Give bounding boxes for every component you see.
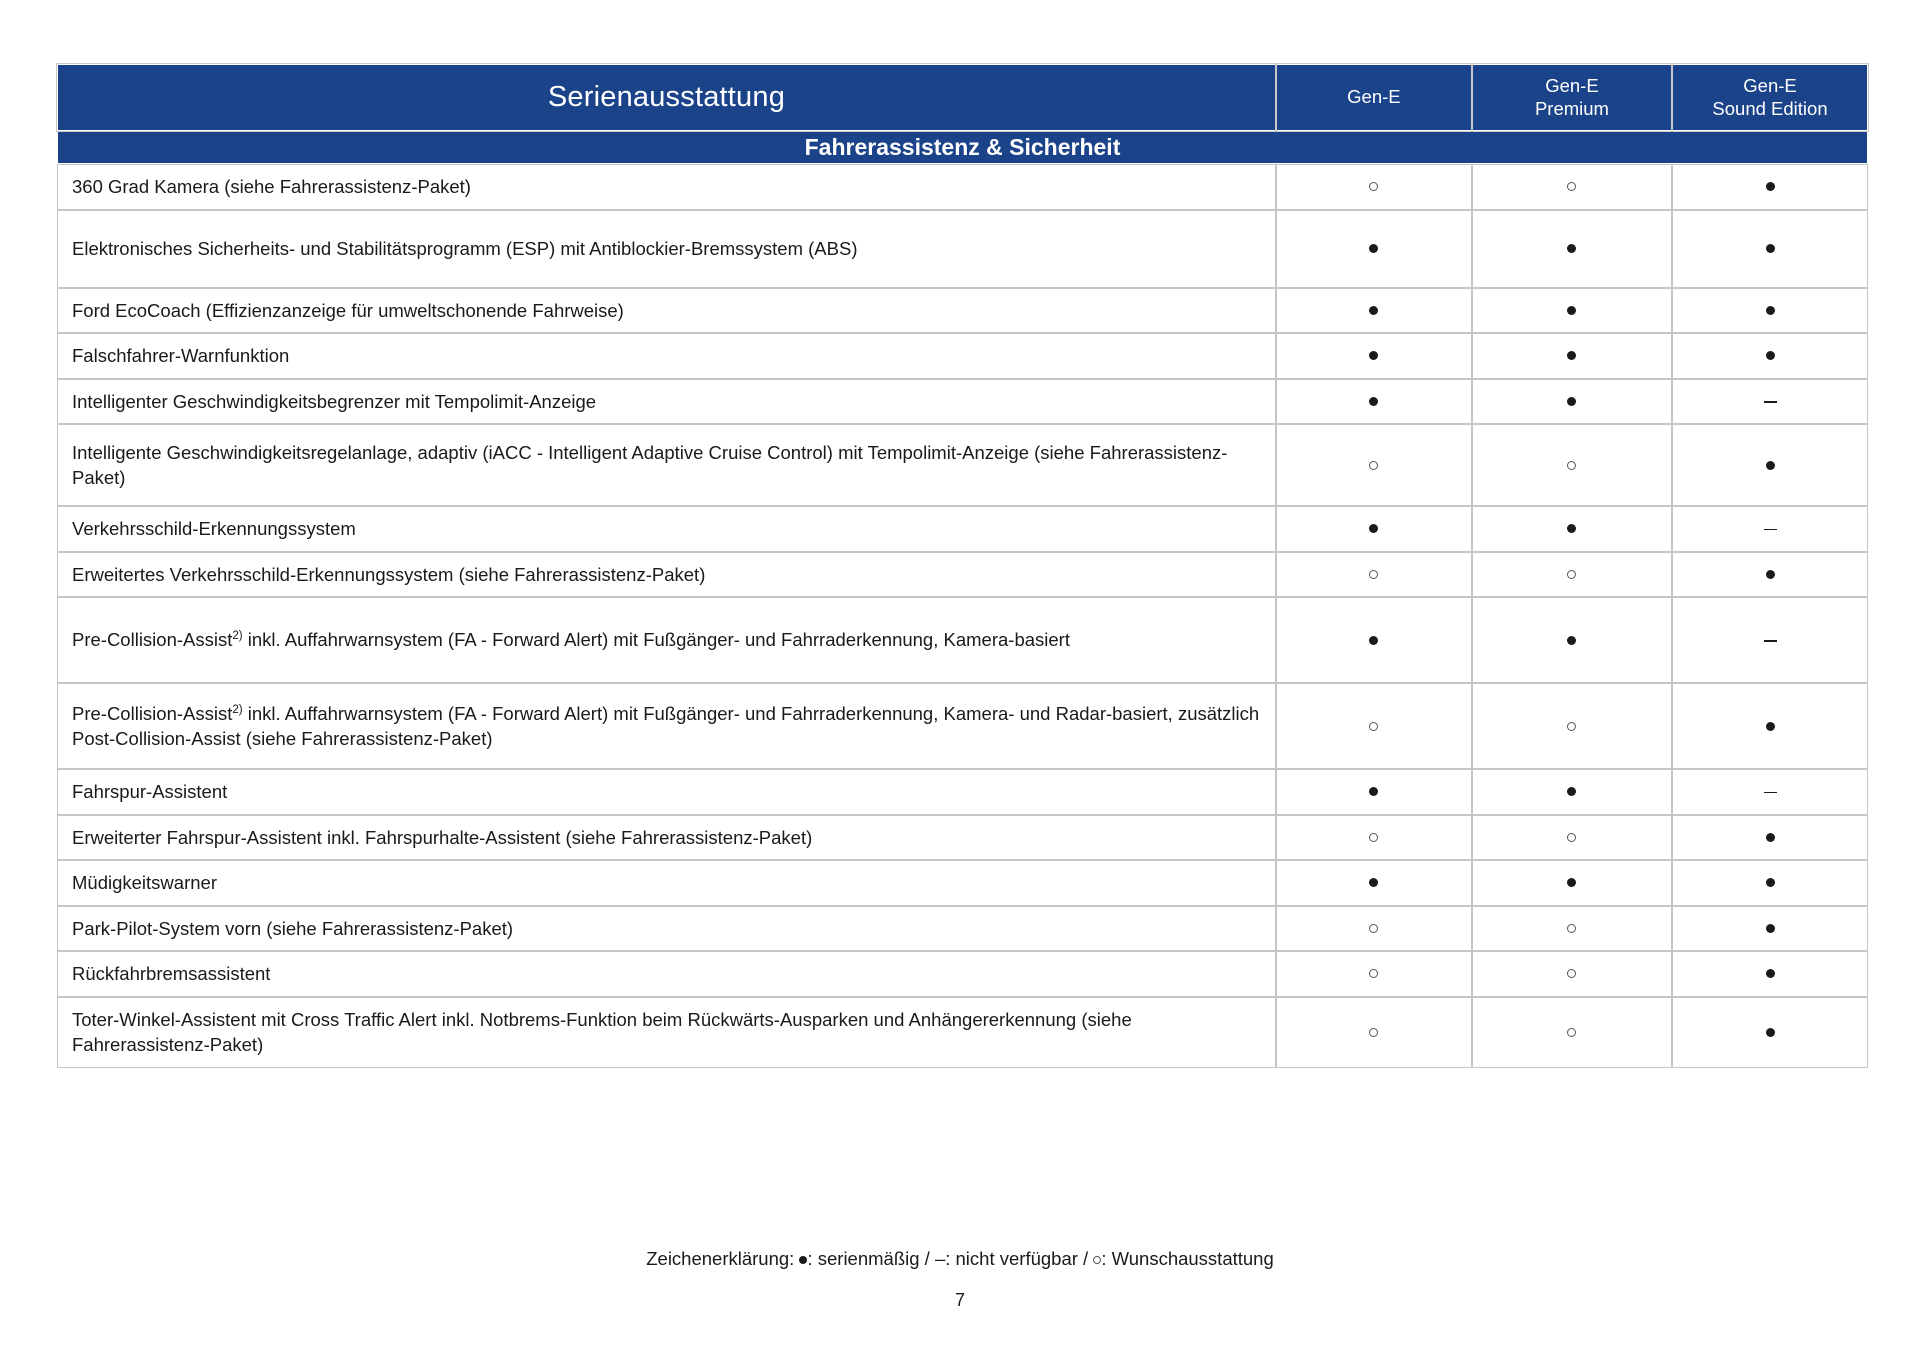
- filled-circle-icon: [1766, 833, 1775, 842]
- legend: [0, 1248, 1920, 1270]
- section-header-row: [57, 131, 1868, 164]
- table-row: [57, 379, 1868, 425]
- filled-circle-icon: [1567, 244, 1576, 253]
- filled-circle-icon: [1766, 351, 1775, 360]
- filled-circle-icon: [1369, 878, 1378, 887]
- table-row: [57, 506, 1868, 552]
- legend-prefix: Zeichenerklärung:: [646, 1248, 800, 1269]
- legend-serial-text: : serienmäßig / –: nicht verfügbar /: [807, 1248, 1094, 1269]
- availability-cell: [1276, 288, 1472, 334]
- availability-cell: [1472, 506, 1672, 552]
- availability-cell: [1672, 815, 1868, 861]
- table-row: [57, 906, 1868, 952]
- feature-label: Pre-Collision-Assist$^{2)}$ inkl. Auffahrwarnsystem (FA - Forward Alert) mit Fußgänger- und Fahrraderkennung, Kamera-basiert: [57, 597, 1276, 683]
- filled-circle-icon: [1766, 244, 1775, 253]
- availability-cell: [1672, 906, 1868, 952]
- availability-cell: [1472, 379, 1672, 425]
- feature-label: Falschfahrer-Warnfunktion: [57, 333, 1276, 379]
- filled-circle-icon: [1766, 306, 1775, 315]
- header-row: [57, 64, 1868, 131]
- hollow-circle-icon: [1369, 969, 1378, 978]
- footnote-marker: 2): [232, 703, 243, 716]
- filled-circle-icon: [1766, 182, 1775, 191]
- feature-label: Intelligenter Geschwindigkeitsbegrenzer mit Tempolimit-Anzeige: [57, 379, 1276, 425]
- variant-label-line1: Gen-E: [1743, 74, 1797, 96]
- filled-circle-icon: [1766, 461, 1775, 470]
- table-body: [57, 131, 1868, 1068]
- availability-cell: [1672, 769, 1868, 815]
- availability-cell: [1672, 597, 1868, 683]
- filled-circle-icon: [1369, 244, 1378, 253]
- filled-circle-icon: [1567, 787, 1576, 796]
- availability-cell: [1276, 552, 1472, 598]
- dash-icon: [1764, 529, 1777, 531]
- feature-label: 360 Grad Kamera (siehe Fahrerassistenz-Paket): [57, 164, 1276, 210]
- filled-circle-icon: [1567, 306, 1576, 315]
- variant-label-line1: Gen-E: [1545, 74, 1599, 96]
- filled-circle-icon: [1369, 524, 1378, 533]
- availability-cell: [1472, 288, 1672, 334]
- hollow-circle-icon: [1369, 833, 1378, 842]
- filled-circle-icon: [1766, 722, 1775, 731]
- availability-cell: [1276, 951, 1472, 997]
- feature-label: Intelligente Geschwindigkeitsregelanlage, adaptiv (iACC - Intelligent Adaptive Cruise Control) mit Tempolimit-Anzeige (siehe Fahrerassistenz-Paket): [57, 424, 1276, 506]
- section-title: Fahrerassistenz & Sicherheit: [57, 131, 1868, 164]
- dash-icon: [1764, 792, 1777, 794]
- availability-cell: [1472, 906, 1672, 952]
- feature-label: Elektronisches Sicherheits- und Stabilitätsprogramm (ESP) mit Antiblockier-Bremssystem (ABS): [57, 210, 1276, 288]
- availability-cell: [1672, 683, 1868, 769]
- table-row: [57, 951, 1868, 997]
- table-row: [57, 997, 1868, 1068]
- availability-cell: [1276, 333, 1472, 379]
- filled-circle-icon: [1766, 969, 1775, 978]
- availability-cell: [1672, 860, 1868, 906]
- filled-circle-icon: [1369, 397, 1378, 406]
- column-header-gen-e-sound-edition: [1672, 64, 1868, 131]
- filled-circle-icon: [1766, 1028, 1775, 1037]
- variant-label-line1: Gen-E: [1347, 86, 1401, 108]
- table-row: [57, 210, 1868, 288]
- footnote-marker: 2): [232, 630, 243, 643]
- table-header: [57, 64, 1868, 131]
- filled-circle-icon: [1369, 351, 1378, 360]
- availability-cell: [1276, 164, 1472, 210]
- availability-cell: [1472, 951, 1672, 997]
- availability-cell: [1472, 997, 1672, 1068]
- hollow-circle-icon: [1567, 1028, 1576, 1037]
- availability-cell: [1276, 597, 1472, 683]
- hollow-circle-icon: [1369, 461, 1378, 470]
- hollow-circle-icon: [1369, 1028, 1378, 1037]
- feature-label: Ford EcoCoach (Effizienzanzeige für umweltschonende Fahrweise): [57, 288, 1276, 334]
- filled-circle-icon: [1766, 924, 1775, 933]
- filled-circle-icon: [1369, 306, 1378, 315]
- table-row: [57, 333, 1868, 379]
- hollow-circle-icon: [1369, 182, 1378, 191]
- table-row: [57, 424, 1868, 506]
- table-row: [57, 597, 1868, 683]
- dash-icon: [1764, 640, 1777, 642]
- filled-circle-icon: [1567, 397, 1576, 406]
- filled-circle-icon: [1567, 351, 1576, 360]
- availability-cell: [1672, 288, 1868, 334]
- availability-cell: [1672, 506, 1868, 552]
- feature-label: Pre-Collision-Assist$^{2)}$ inkl. Auffahrwarnsystem (FA - Forward Alert) mit Fußgänger- und Fahrraderkennung, Kamera- und Radar-basiert, zusätzlich Post-Collision-Assist (siehe Fahrerassistenz-Paket): [57, 683, 1276, 769]
- feature-label: Müdigkeitswarner: [57, 860, 1276, 906]
- availability-cell: [1472, 333, 1672, 379]
- availability-cell: [1672, 552, 1868, 598]
- availability-cell: [1276, 860, 1472, 906]
- feature-label: Rückfahrbremsassistent: [57, 951, 1276, 997]
- filled-circle-icon: [1567, 524, 1576, 533]
- table-row: [57, 815, 1868, 861]
- feature-label: Park-Pilot-System vorn (siehe Fahrerassistenz-Paket): [57, 906, 1276, 952]
- table-row: [57, 683, 1868, 769]
- table-row: [57, 860, 1868, 906]
- dash-icon: [1764, 401, 1777, 403]
- table-title: Serienausstattung: [57, 64, 1276, 131]
- availability-cell: [1276, 997, 1472, 1068]
- filled-circle-icon: [1369, 636, 1378, 645]
- table-row: [57, 552, 1868, 598]
- availability-cell: [1276, 683, 1472, 769]
- feature-label: Erweitertes Verkehrsschild-Erkennungssystem (siehe Fahrerassistenz-Paket): [57, 552, 1276, 598]
- hollow-circle-icon: [1567, 570, 1576, 579]
- availability-cell: [1472, 552, 1672, 598]
- page-number: 7: [954, 1290, 965, 1310]
- table-row: [57, 769, 1868, 815]
- column-header-gen-e: [1276, 64, 1472, 131]
- feature-label: Toter-Winkel-Assistent mit Cross Traffic Alert inkl. Notbrems-Funktion beim Rückwärts-Ausparken und Anhängererkennung (siehe Fahrerassistenz-Paket): [57, 997, 1276, 1068]
- hollow-circle-icon: [1369, 570, 1378, 579]
- filled-circle-icon: [1567, 878, 1576, 887]
- hollow-circle-icon: [1567, 722, 1576, 731]
- legend-option-text: : Wunschausstattung: [1101, 1248, 1274, 1269]
- filled-circle-icon: [1369, 787, 1378, 796]
- availability-cell: [1276, 815, 1472, 861]
- variant-label-line2: Sound Edition: [1712, 97, 1828, 119]
- availability-cell: [1672, 379, 1868, 425]
- table-row: [57, 164, 1868, 210]
- hollow-circle-icon: [1567, 833, 1576, 842]
- availability-cell: [1472, 683, 1672, 769]
- availability-cell: [1472, 424, 1672, 506]
- availability-cell: [1276, 379, 1472, 425]
- availability-cell: [1672, 164, 1868, 210]
- availability-cell: [1276, 424, 1472, 506]
- availability-cell: [1276, 210, 1472, 288]
- availability-cell: [1276, 769, 1472, 815]
- availability-cell: [1276, 506, 1472, 552]
- hollow-circle-icon: [1567, 461, 1576, 470]
- availability-cell: [1472, 164, 1672, 210]
- availability-cell: [1672, 210, 1868, 288]
- equipment-spec-table: [57, 64, 1868, 1068]
- filled-circle-icon: [1766, 878, 1775, 887]
- hollow-circle-icon: [1369, 924, 1378, 933]
- availability-cell: [1672, 997, 1868, 1068]
- availability-cell: [1472, 860, 1672, 906]
- hollow-circle-icon: [1567, 924, 1576, 933]
- availability-cell: [1276, 906, 1472, 952]
- filled-circle-icon: [1766, 570, 1775, 579]
- filled-circle-icon: [1567, 636, 1576, 645]
- variant-label-line2: Premium: [1534, 97, 1609, 119]
- availability-cell: [1472, 597, 1672, 683]
- table-row: [57, 288, 1868, 334]
- availability-cell: [1472, 815, 1672, 861]
- feature-label: Erweiterter Fahrspur-Assistent inkl. Fahrspurhalte-Assistent (siehe Fahrerassistenz-Paket): [57, 815, 1276, 861]
- availability-cell: [1672, 951, 1868, 997]
- availability-cell: [1472, 769, 1672, 815]
- hollow-circle-icon: [1567, 969, 1576, 978]
- feature-label: Fahrspur-Assistent: [57, 769, 1276, 815]
- availability-cell: [1672, 424, 1868, 506]
- hollow-circle-icon: [1369, 722, 1378, 731]
- column-header-gen-e-premium: [1472, 64, 1672, 131]
- availability-cell: [1472, 210, 1672, 288]
- availability-cell: [1672, 333, 1868, 379]
- feature-label: Verkehrsschild-Erkennungssystem: [57, 506, 1276, 552]
- hollow-circle-icon: [1567, 182, 1576, 191]
